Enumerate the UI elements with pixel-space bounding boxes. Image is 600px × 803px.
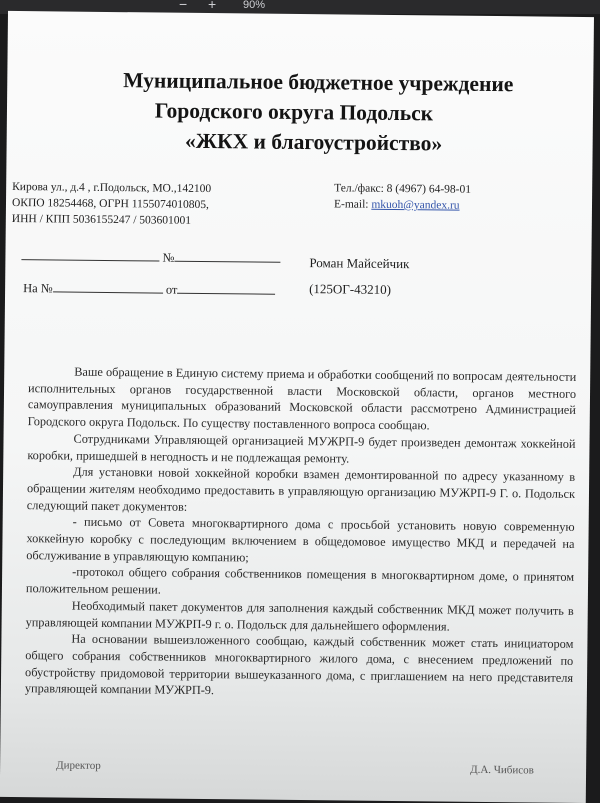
paragraph-5: -протокол общего собрания собственников помещения в многоквартирном доме, о принятом положительном решении. — [25, 565, 575, 597]
from-label: от — [165, 282, 178, 297]
letter-page — [0, 11, 594, 803]
org-inn: ИНН / КПП 5036155247 / 503601001 — [11, 212, 192, 227]
signature-position: Директор — [56, 759, 101, 772]
number-blank — [174, 249, 280, 263]
paragraph-1: Ваше обращение в Единую систему приема и обработки сообщений по вопросам деятельности исполнительных органов государственной власти Московской области, органов местного самоуправления муниципальных образований Московской области рассмотрено Администрацией Городского округа Подольск. По существу поставленного вопроса сообщаю. — [27, 364, 577, 433]
paragraph-7: На основании вышеизложенного сообщаю, каждый собственник может стать инициатором общего собрания собственников многоквартирного жилого дома, с внесением предложений по обустройству придомовой территории вышеуказанного дома, с приглашением на него представителя управляющей компании МУЖРП-9. — [24, 631, 574, 698]
paragraph-4: - письмо от Совета многоквартирного дома с просьбой установить новую современную хоккейную коробку с последующим включением в общедомовое имущество МКД и передачей на обслуживание в управляющую компанию; — [26, 514, 575, 565]
from-blank — [177, 281, 275, 295]
recipient-ref: (125ОГ-43210) — [309, 281, 392, 297]
outgoing-number-row — [21, 247, 280, 267]
number-sign: № — [162, 250, 175, 265]
zoom-out-button[interactable]: − — [179, 0, 188, 12]
signature-name: Д.А. Чибисов — [470, 763, 534, 777]
email-link[interactable]: mkuoh@yandex.ru — [371, 198, 460, 212]
incoming-number-row — [23, 279, 275, 299]
org-phone: Тел./факс: 8 (4967) 64-98-01 — [334, 182, 472, 196]
zoom-in-button[interactable]: + — [208, 0, 217, 12]
paragraph-3: Для установки новой хоккейной коробки взамен демонтированной по адресу указанному в обращении жителям необходимо предоставить в управляющую организацию МУЖРП-9 Г. о. Подольск следующий пакет документов: — [26, 464, 576, 514]
org-contacts — [334, 180, 471, 213]
header-line-3: «ЖКХ и благоустройство» — [184, 128, 443, 156]
org-email-row — [334, 196, 471, 213]
recipient-name: Роман Майсейчик — [309, 255, 410, 272]
org-address: Кирова ул., д.4 , г.Подольск, МО.,142100 — [12, 180, 212, 196]
paragraph-6: Необходимый пакет документов для заполнения каждый собственник МКД может получить в управляющей компании МУЖРП-9 г. о. Подольск для дальнейшего оформления. — [25, 598, 574, 634]
paragraph-2: Сотрудниками Управляющей организацией МУЖРП-9 будет произведен демонтаж хоккейной коробки, пришедшей в негодность и не подлежащая ремонту. — [27, 431, 576, 466]
date-blank — [21, 247, 159, 261]
recipient-block — [309, 250, 410, 303]
header-line-2: Городского округа Подольск — [154, 98, 434, 126]
on-number-label: На № — [23, 281, 53, 296]
letter-body — [25, 363, 576, 703]
org-details — [12, 179, 211, 229]
org-codes: ОКПО 18254468, ОГРН 1155074010805, — [11, 196, 209, 212]
on-number-blank — [53, 279, 163, 293]
zoom-level: 90% — [243, 0, 266, 11]
header-line-1: Муниципальное бюджетное учреждение — [123, 68, 514, 97]
email-label: E-mail: — [333, 198, 372, 211]
